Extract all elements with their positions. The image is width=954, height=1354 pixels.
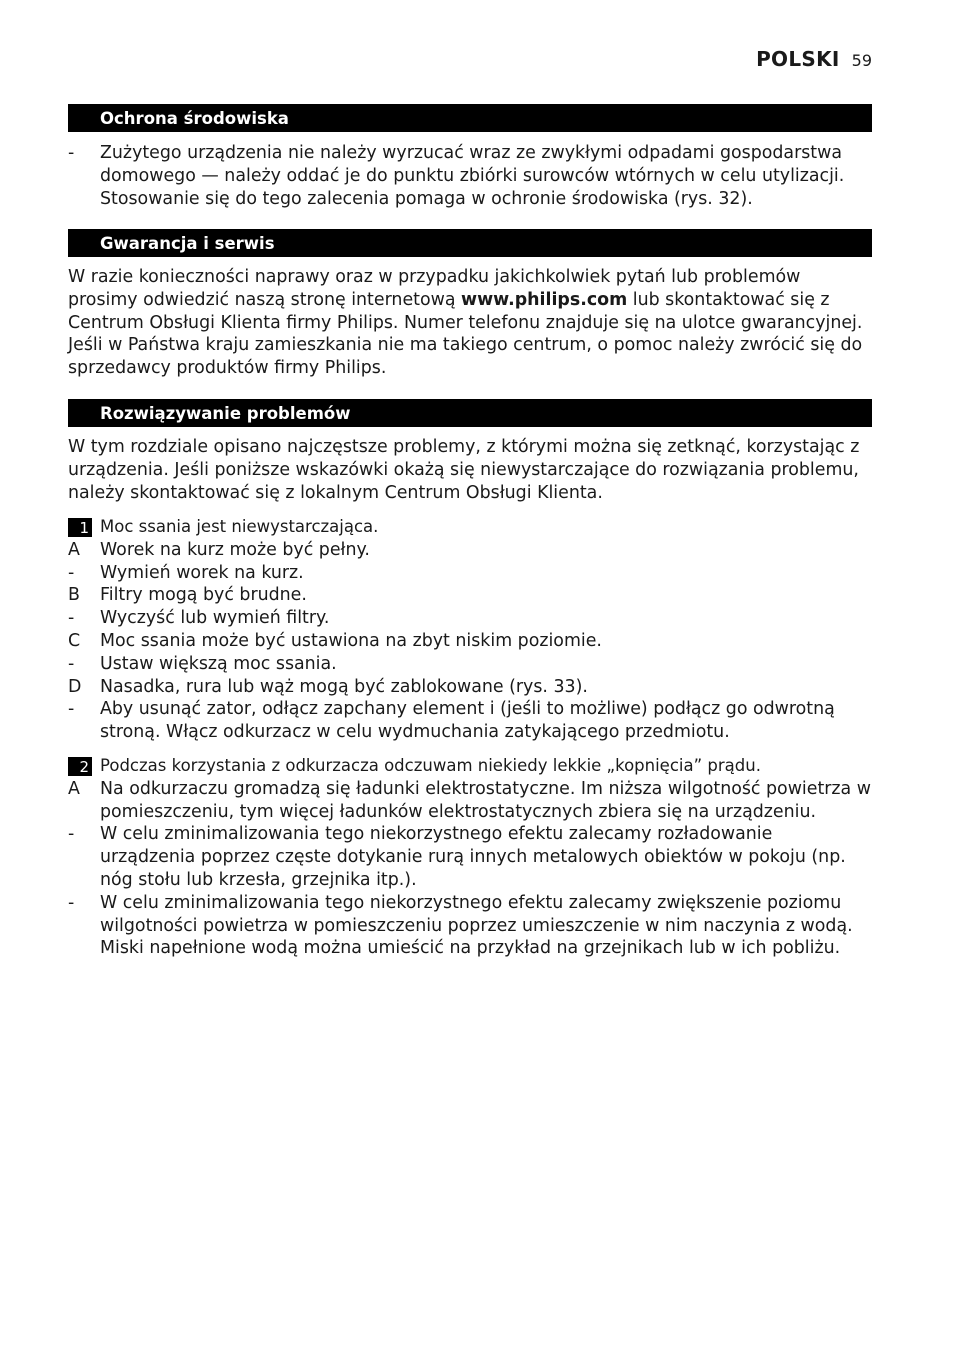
- troubleshooting-intro: W tym rozdziale opisano najczęstsze problemy, z którymi można się zetknąć, korzystając z urządzenia. Jeśli poniższe wskazówki okażą się niewystarczające do rozwiązania problemu, należy skontaktować się z lokalnym Centrum Obsługi Klienta.: [68, 437, 860, 503]
- section-heading-environment: Ochrona środowiska: [68, 104, 872, 132]
- list-item-text: W celu zminimalizowania tego niekorzystnego efektu zalecamy zwiększenie poziomu wilgotności powietrza w pomieszczeniu poprzez umieszczenie w nim naczynia z wodą. Miski napełnione wodą można umieścić na przykład na grzejnikach lub w ich pobliżu.: [100, 892, 853, 959]
- list-marker: B: [68, 585, 80, 606]
- list-item: [68, 778, 872, 824]
- problem-1: [68, 516, 872, 744]
- list-marker: C: [68, 630, 81, 651]
- list-marker: -: [68, 892, 75, 913]
- list-item-text: W celu zminimalizowania tego niekorzystnego efektu zalecamy rozładowanie urządzenia poprzez częste dotykanie rurą innych metalowych obiektów w pokoju (np. nóg stołu lub krzesła, grzejnika itp.).: [100, 824, 846, 890]
- problem-heading: [68, 516, 872, 539]
- list-marker: -: [68, 653, 75, 674]
- list-item: [68, 653, 872, 676]
- troubleshooting-section: [68, 436, 872, 504]
- list-item-text: Ustaw większą moc ssania.: [100, 653, 337, 674]
- list-marker: D: [68, 676, 82, 697]
- list-item-text: Zużytego urządzenia nie należy wyrzucać wraz ze zwykłymi odpadami gospodarstwa domowego — należy oddać je do punktu zbiórki surowców wtórnych w celu utylizacji. Stosowanie się do tego zalecenia pomaga w ochronie środowiska (rys. 32).: [100, 143, 845, 209]
- list-item-text: Aby usunąć zator, odłącz zapchany element i (jeśli to możliwe) podłącz go odwrotną stroną. Włącz odkurzacz w celu wydmuchania zatykającego przedmiotu.: [100, 699, 835, 743]
- problem-number-badge: 1: [68, 518, 92, 537]
- list-marker: -: [68, 699, 75, 720]
- page-number: 59: [851, 51, 872, 70]
- list-item: [68, 676, 872, 699]
- list-item-text: Nasadka, rura lub wąż mogą być zablokowane (rys. 33).: [100, 676, 588, 697]
- list-item: [68, 607, 872, 630]
- list-item: [68, 539, 872, 562]
- list-item-text: Wymień worek na kurz.: [100, 562, 304, 583]
- list-item: [68, 823, 872, 891]
- list-marker: -: [68, 143, 75, 163]
- running-header: [756, 48, 872, 73]
- language-label: POLSKI: [756, 47, 840, 71]
- list-item: [68, 630, 872, 653]
- list-marker: A: [68, 539, 80, 560]
- list-item: [68, 892, 872, 960]
- problem-2: [68, 755, 872, 960]
- section-heading-troubleshooting: Rozwiązywanie problemów: [68, 399, 872, 427]
- list-marker: -: [68, 824, 75, 845]
- list-marker: -: [68, 608, 75, 629]
- list-item-text: Filtry mogą być brudne.: [100, 585, 307, 606]
- list-marker: A: [68, 778, 80, 799]
- problem-heading: [68, 755, 872, 778]
- warranty-text-before: W razie konieczności naprawy oraz w przypadku jakichkolwiek pytań lub problemów prosimy odwiedzić naszą stronę internetową: [68, 267, 801, 310]
- problem-title: Podczas korzystania z odkurzacza odczuwam niekiedy lekkie „kopnięcia” prądu.: [100, 756, 761, 775]
- list-item-text: Worek na kurz może być pełny.: [100, 539, 370, 560]
- list-item-text: Wyczyść lub wymień filtry.: [100, 608, 330, 629]
- warranty-text-after: lub skontaktować się z Centrum Obsługi Klienta firmy Philips. Numer telefonu znajduje się na ulotce gwarancyjnej. Jeśli w Państwa kraju zamieszkania nie ma takiego centrum, o pomoc należy zwrócić się do sprzedawcy produktów firmy Philips.: [68, 289, 863, 379]
- list-item: [68, 698, 872, 744]
- problem-title: Moc ssania jest niewystarczająca.: [100, 517, 379, 536]
- problem-number-badge: 2: [68, 757, 92, 776]
- list-item: [68, 562, 872, 585]
- section-heading-warranty: Gwarancja i serwis: [68, 229, 872, 257]
- list-item: [68, 584, 872, 607]
- list-item-text: Na odkurzaczu gromadzą się ładunki elektrostatyczne. Im niższa wilgotność powietrza w pomieszczeniu, tym więcej ładunków elektrostatycznych zbiera się na urządzeniu.: [100, 778, 871, 822]
- warranty-paragraph: [68, 266, 872, 380]
- list-item-text: Moc ssania może być ustawiona na zbyt niskim poziomie.: [100, 630, 602, 651]
- philips-website-link[interactable]: www.philips.com: [461, 289, 628, 310]
- warranty-section: [68, 266, 872, 380]
- environment-section: [68, 142, 872, 210]
- list-item: [68, 142, 872, 210]
- list-marker: -: [68, 562, 75, 583]
